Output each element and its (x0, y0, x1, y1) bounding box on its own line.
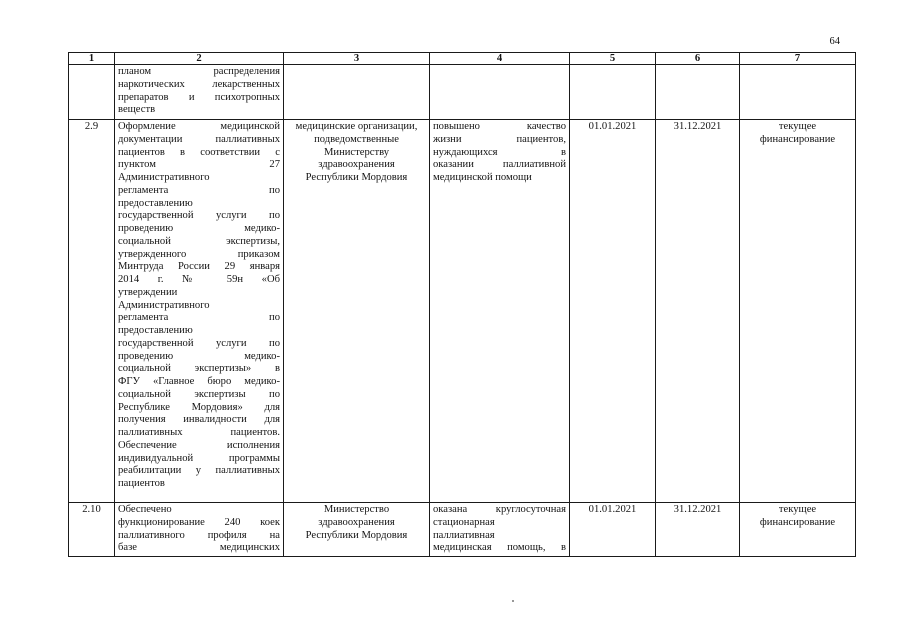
text-line: стационарная (433, 516, 495, 528)
text-line: проведению медико- (118, 223, 280, 234)
text-line: предоставлению (118, 197, 193, 209)
cell-executor (284, 65, 430, 120)
cell-result (430, 503, 570, 557)
text-line: здравоохранения (318, 159, 395, 171)
text-line: Обеспечено (118, 504, 172, 515)
text-line: паллиативных пациентов. (118, 427, 280, 438)
cell-number: 2.9 (69, 120, 115, 503)
cell-end-date: 31.12.2021 (656, 503, 740, 557)
text-line: Министерству (323, 146, 390, 158)
cell-end-date (656, 65, 740, 120)
text-line: ФГУ «Главное бюро медико- (118, 376, 280, 387)
column-header: 6 (656, 53, 740, 65)
text-line: социальной экспертизы» в (118, 363, 280, 375)
text-line: нуждающихся в (433, 146, 566, 158)
text-line: препаратов и психотропных (118, 91, 280, 103)
column-header: 2 (115, 53, 284, 65)
cell-funding (740, 120, 856, 503)
column-header: 5 (570, 53, 656, 65)
text-line: Республики Мордовия (305, 529, 408, 541)
text-line: Минтруда России 29 января (118, 261, 280, 273)
scan-speck (512, 600, 514, 602)
cell-start-date: 01.01.2021 (570, 120, 656, 503)
text-line: социальной экспертизы по (118, 388, 280, 400)
text-line: текущее (778, 504, 817, 515)
text-line: оказана круглосуточная (433, 504, 566, 515)
cell-end-date: 31.12.2021 (656, 120, 740, 503)
text-line: социальной экспертизы, (118, 235, 280, 247)
table-row-2-10 (69, 503, 856, 557)
plan-table (68, 52, 856, 557)
table-row-continued (69, 65, 856, 120)
text-line: медицинские организации, (295, 121, 418, 132)
text-line: предоставлению (118, 325, 193, 336)
text-line: текущее (778, 121, 817, 132)
cell-result (430, 120, 570, 503)
text-line: паллиативная (433, 529, 495, 541)
cell-start-date: 01.01.2021 (570, 503, 656, 557)
text-line: получения инвалидности для (118, 414, 280, 426)
cell-result (430, 65, 570, 120)
column-header: 1 (69, 53, 115, 65)
text-line: регламента по (118, 312, 280, 324)
cell-activity (115, 65, 284, 120)
text-line: 2014 г. № 59н «Об (118, 274, 280, 285)
text-line: пациентов (118, 478, 165, 489)
cell-activity (115, 503, 284, 557)
text-line: повышено качество (433, 121, 566, 132)
column-header: 3 (284, 53, 430, 65)
text-line: паллиативного профиля на (118, 529, 280, 541)
header-row (69, 53, 856, 65)
text-line: индивидуальной программы (118, 452, 280, 464)
text-line: жизни пациентов, (433, 133, 566, 145)
cell-activity (115, 120, 284, 503)
cell-number: 2.10 (69, 503, 115, 557)
text-line: Республике Мордовия» для (118, 401, 280, 413)
cell-number (69, 65, 115, 120)
text-line: оказании паллиативной (433, 159, 566, 171)
text-line: веществ (118, 104, 156, 116)
text-line: Министерство (323, 504, 390, 515)
page-number: 64 (829, 36, 840, 47)
text-line: регламента по (118, 184, 280, 196)
text-line: Административного (118, 172, 210, 183)
text-line: Оформление медицинской (118, 121, 280, 132)
text-line: пациентов в соответствии с (118, 146, 280, 158)
text-line: функционирование 240 коек (118, 516, 280, 528)
text-line: финансирование (759, 516, 836, 528)
text-line: государственной услуги по (118, 210, 280, 222)
text-line: утвержденного приказом (118, 248, 280, 260)
text-line: Республики Мордовия (305, 172, 408, 183)
text-line: медицинской помощи (433, 172, 532, 183)
text-line: здравоохранения (318, 516, 395, 528)
cell-executor (284, 503, 430, 557)
text-line: финансирование (759, 133, 836, 145)
text-line: Обеспечение исполнения (118, 439, 280, 451)
text-line: утверждении (118, 286, 178, 298)
text-line: государственной услуги по (118, 337, 280, 349)
cell-executor (284, 120, 430, 503)
table-row-2-9 (69, 120, 856, 503)
column-header: 7 (740, 53, 856, 65)
text-line: пунктом 27 (118, 159, 280, 171)
text-line: медицинская помощь, в (433, 542, 566, 554)
cell-funding (740, 503, 856, 557)
column-header: 4 (430, 53, 570, 65)
text-line: наркотических лекарственных (118, 78, 280, 90)
text-line: базе медицинских (118, 542, 280, 554)
cell-funding (740, 65, 856, 120)
text-line: подведомственные (314, 133, 399, 145)
text-line: реабилитации у паллиативных (118, 465, 280, 477)
cell-start-date (570, 65, 656, 120)
text-line: планом распределения (118, 66, 280, 77)
text-line: документации паллиативных (118, 133, 280, 145)
text-line: Административного (118, 299, 210, 311)
text-line: проведению медико- (118, 350, 280, 362)
